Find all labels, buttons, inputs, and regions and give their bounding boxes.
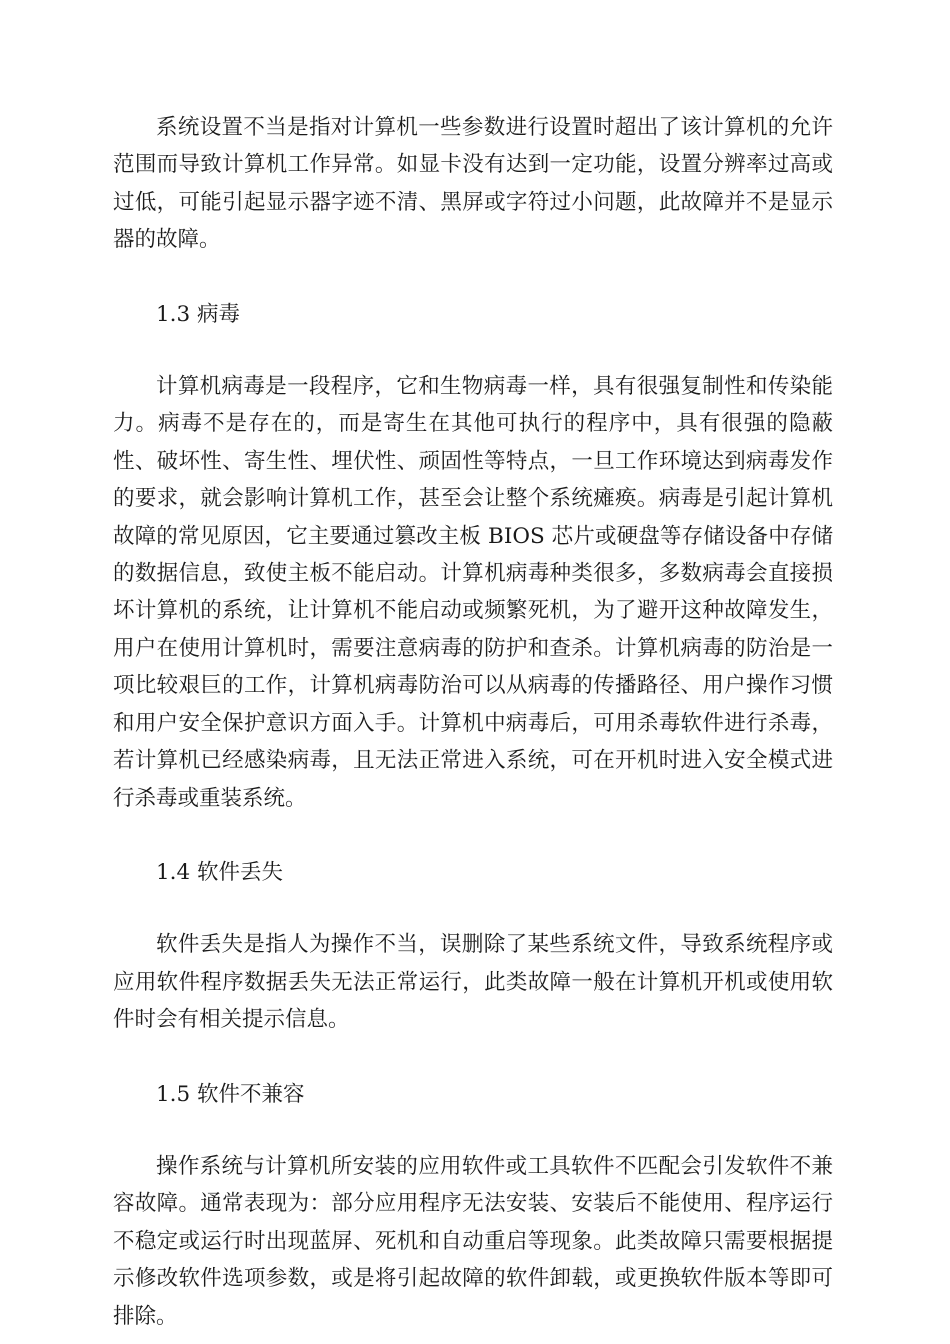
heading-spacer: [113, 333, 833, 368]
paragraph-spacer: [113, 259, 833, 296]
paragraph-virus: 计算机病毒是一段程序，它和生物病毒一样，具有很强复制性和传染能力。病毒不是存在的，而是寄生在其他可执行的程序中，具有很强的隐蔽性、破坏性、寄生性、埋伏性、顽固性等特点，一旦工作环境达到病毒发作的要求，就会影响计算机工作，甚至会让整个系统瘫痪。病毒是引起计算机故障的常见原因，它主要通过篡改主板 BIOS 芯片或硬盘等存储设备中存储的数据信息，致使主板不能启动。计算机病毒种类很多，多数病毒会直接损坏计算机的系统，让计算机不能启动或频繁死机，为了避开这种故障发生，用户在使用计算机时，需要注意病毒的防护和查杀。计算机病毒的防治是一项比较艰巨的工作，计算机病毒防治可以从病毒的传播路径、用户操作习惯和用户安全保护意识方面入手。计算机中病毒后，可用杀毒软件进行杀毒，若计算机已经感染病毒，且无法正常进入系统，可在开机时进入安全模式进行杀毒或重装系统。: [113, 374, 833, 811]
paragraph-spacer: [113, 1039, 833, 1076]
section-heading-software-incompatibility: 1.5 软件不兼容: [156, 1081, 305, 1107]
paragraph-software-incompatibility: 操作系统与计算机所安装的应用软件或工具软件不匹配会引发软件不兼容故障。通常表现为：部分应用程序无法安装、安装后不能使用、程序运行不稳定或运行时出现蓝屏、死机和自动重启等现象。此类故障只需要根据提示修改软件选项参数，或是将引起故障的软件卸载，或更换软件版本等即可排除。: [113, 1153, 833, 1329]
section-heading-software-loss: 1.4 软件丢失: [156, 859, 284, 885]
heading-spacer: [113, 891, 833, 926]
paragraph-spacer: [113, 817, 833, 854]
paragraph-software-loss: 软件丢失是指人为操作不当，误删除了某些系统文件，导致系统程序或应用软件程序数据丢失无法正常运行，此类故障一般在计算机开机或使用软件时会有相关提示信息。: [113, 932, 833, 1033]
paragraph-system-settings: 系统设置不当是指对计算机一些参数进行设置时超出了该计算机的允许范围而导致计算机工作异常。如显卡没有达到一定功能，设置分辨率过高或过低，可能引起显示器字迹不清、黑屏或字符过小问题，此故障并不是显示器的故障。: [113, 115, 833, 253]
document-body: [113, 109, 833, 1335]
heading-spacer: [113, 1113, 833, 1148]
section-heading-virus: 1.3 病毒: [156, 301, 241, 327]
